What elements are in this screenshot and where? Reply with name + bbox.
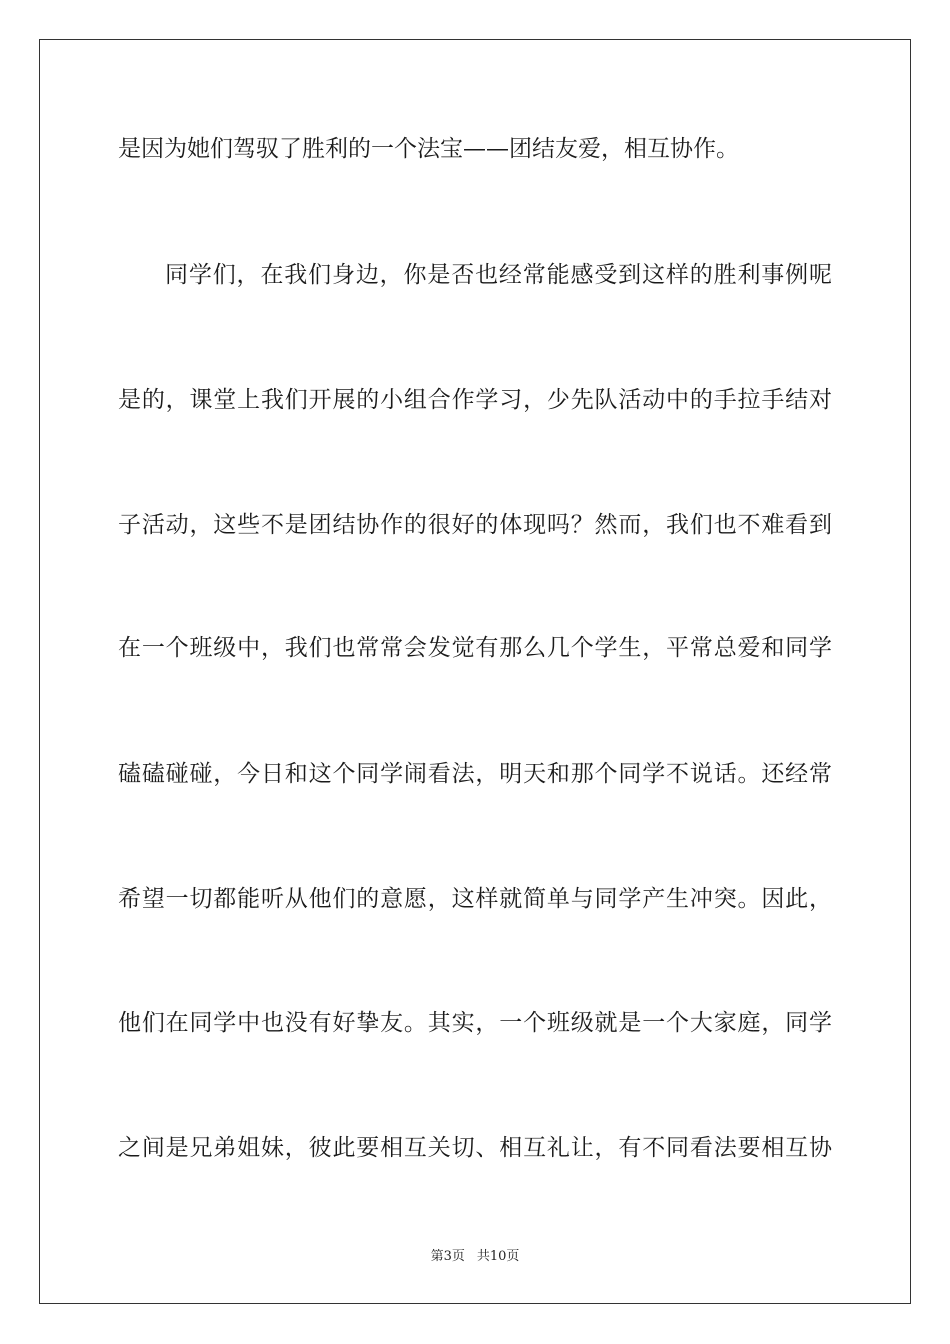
text-line-3: 是的，课堂上我们开展的小组合作学习，少先队活动中的手拉手结对: [118, 387, 832, 413]
text-line-2-paragraph-start: 同学们，在我们身边，你是否也经常能感受到这样的胜利事例呢: [165, 262, 832, 288]
text-line-1: 是因为她们驾驭了胜利的一个法宝——团结友爱，相互协作。: [118, 136, 739, 162]
text-line-7: 希望一切都能听从他们的意愿，这样就简单与同学产生冲突。因此，: [118, 886, 832, 912]
text-line-9: 之间是兄弟姐妹，彼此要相互关切、相互礼让，有不同看法要相互协: [118, 1135, 832, 1161]
page-total: 共10页: [476, 1249, 520, 1264]
text-line-8: 他们在同学中也没有好挚友。其实，一个班级就是一个大家庭，同学: [118, 1010, 832, 1036]
page-number: 第3页: [430, 1249, 465, 1264]
text-line-4: 子活动，这些不是团结协作的很好的体现吗？然而，我们也不难看到: [118, 512, 832, 538]
page-border: [39, 39, 911, 1304]
text-line-6: 磕磕碰碰，今日和这个同学闹看法，明天和那个同学不说话。还经常: [118, 761, 832, 787]
page-footer: [0, 1248, 950, 1266]
text-line-5: 在一个班级中，我们也常常会发觉有那么几个学生，平常总爱和同学: [118, 635, 832, 661]
